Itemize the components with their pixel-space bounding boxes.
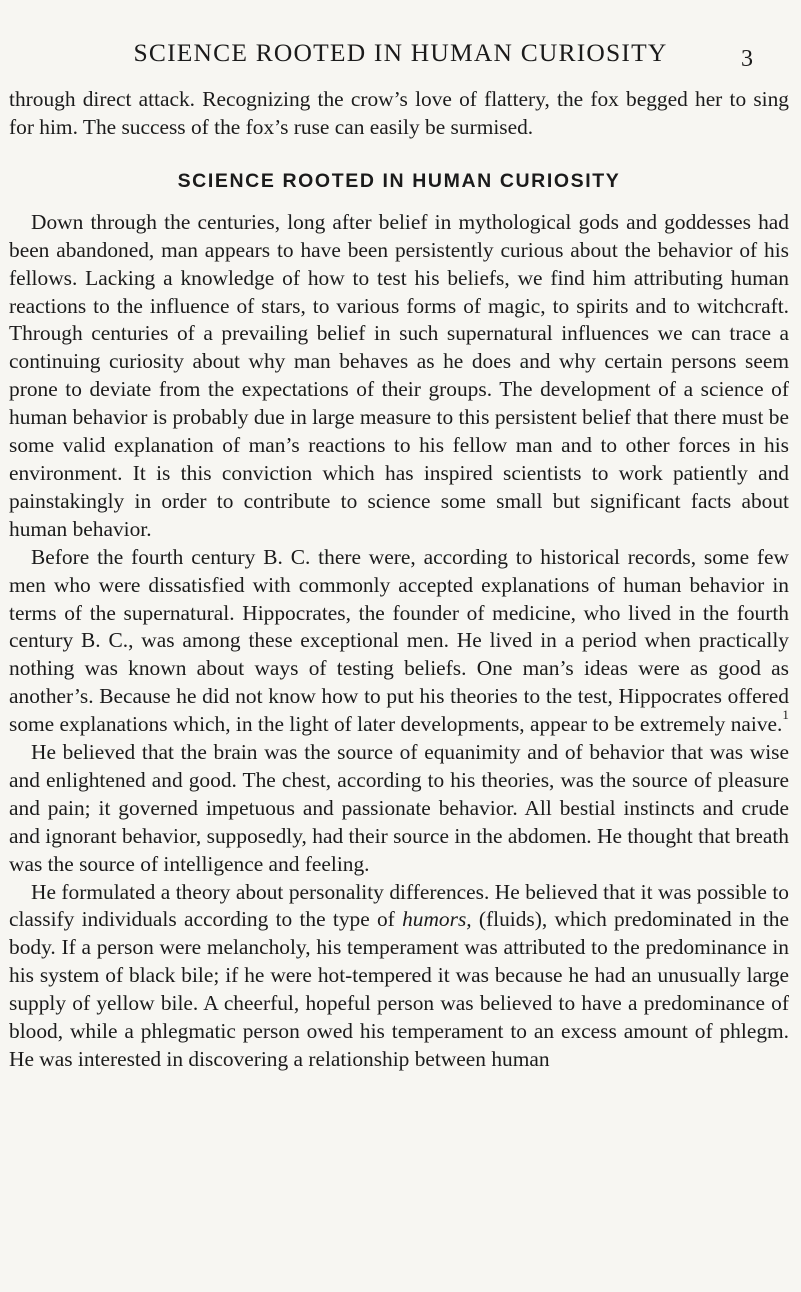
- paragraph-4-text-start: He formulated a theory about personality differences. He believed that it was possible to classify individuals according to the type of: [9, 879, 789, 932]
- body-text: [9, 86, 789, 1074]
- humors-term: humors,: [402, 907, 472, 932]
- paragraph-2-text: Before the fourth century B. C. there were, according to historical records, some few men who were dissatisfied with commonly accepted explanations of human behavior in terms of the supernatural. Hippocrates, the founder of medicine, who lived in the fourth century B. C., was among these exceptional men. He lived in a period when practically nothing was known about ways of testing beliefs. One man’s ideas were as good as another’s. Because he did not know how to put his theories to the test, Hippocrates offered some explanations which, in the light of later developments, appear to be extremely naive.: [9, 544, 789, 737]
- page-number: 3: [741, 46, 753, 72]
- paragraph-4: [9, 879, 789, 1074]
- running-head: [0, 38, 801, 72]
- section-heading: SCIENCE ROOTED IN HUMAN CURIOSITY: [177, 169, 621, 192]
- paragraph-4-text-end: (fluids), which predominated in the body. If a person were melancholy, his temperament was attributed to the predominance in his system of black bile; if he were hot-tempered it was because he had an unusually large supply of yellow bile. A cheerful, hopeful person was believed to have a predominance of blood, while a phlegmatic person owed his temperament to an excess amount of phlegm. He was interested in discovering a relationship between human: [9, 907, 789, 1071]
- footnote-mark: 1: [782, 707, 789, 723]
- paragraph-3: He believed that the brain was the source of equanimity and of behavior that was wise and enlightened and good. The chest, according to his theories, was the source of pleasure and pain; it governed impetuous and passionate behavior. All bestial instincts and crude and ignorant behavior, supposedly, had their source in the abdomen. He thought that breath was the source of intelligence and feeling.: [9, 740, 789, 876]
- paragraph-2: [9, 544, 789, 739]
- paragraph-1: Down through the centuries, long after belief in mythological gods and goddesses had been abandoned, man appears to have been persistently curious about the behavior of his fellows. Lacking a knowledge of how to test his beliefs, we find him attributing human reactions to the influence of stars, to various forms of magic, to spirits and to witchcraft. Through centuries of a prevailing belief in such supernatural influences we can trace a continuing curiosity about why man behaves as he does and why certain persons seem prone to deviate from the expectations of their groups. The development of a science of human behavior is probably due in large measure to this persistent belief that there must be some valid explanation of man’s reactions to his fellow man and to other forces in his environment. It is this conviction which has inspired scientists to work patiently and painstakingly in order to contribute to science some small but significant facts about human behavior.: [9, 209, 789, 541]
- opening-paragraph: through direct attack. Recognizing the crow’s love of flattery, the fox begged her to sing for him. The success of the fox’s ruse can easily be surmised.: [9, 87, 789, 139]
- running-title: SCIENCE ROOTED IN HUMAN CURIOSITY: [133, 38, 668, 67]
